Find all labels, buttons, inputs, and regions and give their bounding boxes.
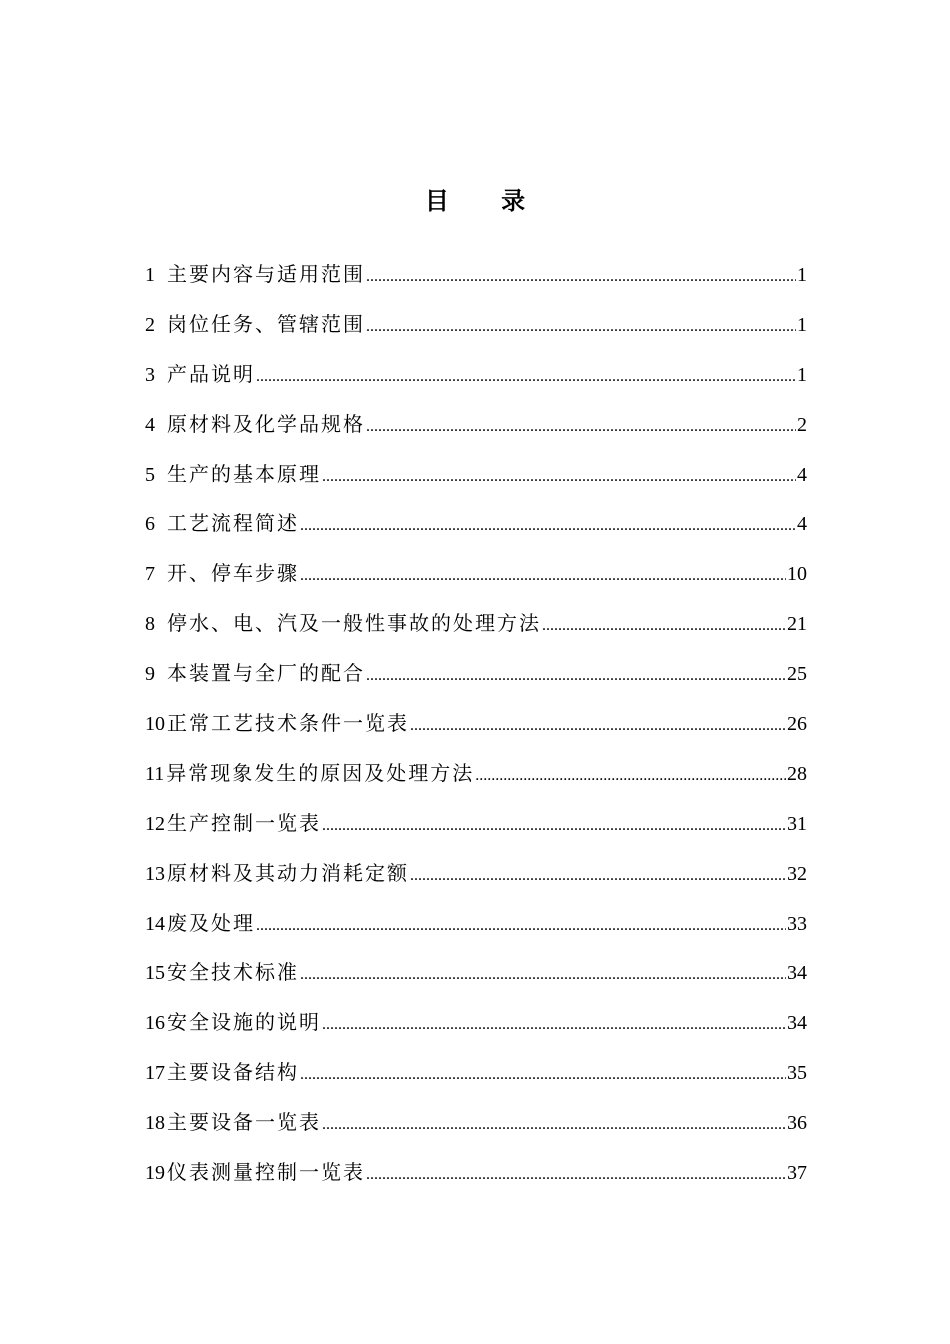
toc-entry-title: 废及处理 bbox=[167, 910, 255, 935]
toc-entry[interactable] bbox=[145, 853, 807, 903]
toc-entry-page-number: 2 bbox=[797, 413, 807, 436]
toc-entry-title: 工艺流程简述 bbox=[167, 511, 299, 536]
toc-entry-page-number: 1 bbox=[797, 363, 807, 386]
toc-entry-number: 3 bbox=[145, 363, 155, 386]
toc-entry-title: 停水、电、汽及一般性事故的处理方法 bbox=[167, 611, 541, 636]
toc-entry-number: 13 bbox=[145, 862, 165, 885]
toc-entry-page-number: 32 bbox=[787, 862, 807, 885]
toc-entry[interactable] bbox=[145, 1152, 807, 1202]
toc-entry[interactable] bbox=[145, 703, 807, 753]
toc-dot-leader bbox=[300, 955, 786, 995]
toc-entry-number: 14 bbox=[145, 912, 165, 935]
toc-entry[interactable] bbox=[145, 1052, 807, 1102]
toc-entry-number: 2 bbox=[145, 313, 155, 336]
toc-entry-number: 19 bbox=[145, 1162, 165, 1185]
toc-entry[interactable] bbox=[145, 1002, 807, 1052]
toc-entry-page-number: 21 bbox=[787, 613, 807, 636]
toc-entry[interactable] bbox=[145, 404, 807, 454]
toc-entry-title: 原材料及化学品规格 bbox=[167, 411, 365, 436]
toc-dot-leader bbox=[256, 906, 786, 946]
toc-entry-number: 12 bbox=[145, 812, 165, 835]
toc-entry-title: 本装置与全厂的配合 bbox=[167, 661, 365, 686]
toc-dot-leader bbox=[322, 457, 796, 497]
toc-entry-title: 主要内容与适用范围 bbox=[167, 262, 365, 286]
toc-entry-title: 仪表测量控制一览表 bbox=[167, 1160, 365, 1185]
toc-entry-number: 8 bbox=[145, 613, 155, 636]
toc-entry-page-number: 28 bbox=[787, 762, 807, 785]
toc-dot-leader bbox=[542, 606, 786, 646]
toc-entry[interactable] bbox=[145, 254, 807, 304]
toc-entry-page-number: 26 bbox=[787, 713, 807, 736]
toc-entry[interactable] bbox=[145, 653, 807, 703]
toc-entry-number: 9 bbox=[145, 663, 155, 686]
toc-entry[interactable] bbox=[145, 304, 807, 354]
toc-entry-number: 7 bbox=[145, 563, 155, 586]
toc-entry-title: 异常现象发生的原因及处理方法 bbox=[166, 760, 475, 785]
toc-entry-number: 16 bbox=[145, 1012, 165, 1035]
toc-entry[interactable] bbox=[145, 354, 807, 404]
toc-entry-page-number: 34 bbox=[787, 962, 807, 985]
toc-entry[interactable] bbox=[145, 503, 807, 553]
toc-entry[interactable] bbox=[145, 952, 807, 1002]
toc-entry-title: 生产控制一览表 bbox=[167, 810, 321, 835]
toc-dot-leader bbox=[256, 357, 796, 397]
toc-entry-page-number: 35 bbox=[787, 1062, 807, 1085]
toc-entry-title: 生产的基本原理 bbox=[167, 461, 321, 486]
toc-entry[interactable] bbox=[145, 903, 807, 953]
toc-dot-leader bbox=[475, 756, 786, 796]
toc-entry[interactable] bbox=[145, 603, 807, 653]
toc-dot-leader bbox=[322, 806, 786, 846]
toc-dot-leader bbox=[322, 1105, 786, 1145]
toc-dot-leader bbox=[300, 506, 796, 546]
toc-entry-title: 主要设备一览表 bbox=[167, 1110, 321, 1135]
toc-entry-title: 主要设备结构 bbox=[167, 1060, 299, 1085]
toc-entry-page-number: 31 bbox=[787, 812, 807, 835]
toc-entry-number: 5 bbox=[145, 463, 155, 486]
toc-entry[interactable] bbox=[145, 753, 807, 803]
toc-entry-title: 岗位任务、管辖范围 bbox=[167, 311, 365, 336]
toc-dot-leader bbox=[410, 856, 786, 896]
toc-entry-page-number: 1 bbox=[797, 264, 807, 286]
toc-entry-number: 17 bbox=[145, 1062, 165, 1085]
toc-dot-leader bbox=[410, 706, 786, 746]
toc-entry-title: 安全设施的说明 bbox=[167, 1010, 321, 1035]
toc-entry[interactable] bbox=[145, 454, 807, 504]
toc-dot-leader bbox=[322, 1005, 786, 1045]
toc-entry-title: 正常工艺技术条件一览表 bbox=[167, 711, 409, 736]
table-of-contents bbox=[145, 254, 807, 1202]
toc-entry-number: 1 bbox=[145, 264, 155, 286]
toc-entry-number: 11 bbox=[145, 762, 165, 785]
toc-entry-number: 4 bbox=[145, 413, 155, 436]
toc-entry[interactable] bbox=[145, 553, 807, 603]
toc-entry-page-number: 33 bbox=[787, 912, 807, 935]
toc-entry-number: 6 bbox=[145, 513, 155, 536]
page-title: 目 录 bbox=[424, 187, 548, 215]
toc-entry-page-number: 25 bbox=[787, 663, 807, 686]
toc-dot-leader bbox=[366, 407, 796, 447]
toc-entry-number: 15 bbox=[145, 962, 165, 985]
toc-entry[interactable] bbox=[145, 1102, 807, 1152]
toc-entry-page-number: 36 bbox=[787, 1112, 807, 1135]
toc-dot-leader bbox=[366, 307, 796, 347]
toc-entry-page-number: 1 bbox=[797, 313, 807, 336]
toc-dot-leader bbox=[366, 656, 786, 696]
toc-entry-title: 原材料及其动力消耗定额 bbox=[167, 860, 409, 885]
toc-entry-page-number: 4 bbox=[797, 463, 807, 486]
toc-entry-title: 开、停车步骤 bbox=[167, 561, 299, 586]
toc-dot-leader bbox=[366, 257, 796, 297]
toc-entry-number: 18 bbox=[145, 1112, 165, 1135]
toc-entry[interactable] bbox=[145, 803, 807, 853]
toc-entry-page-number: 4 bbox=[797, 513, 807, 536]
toc-entry-number: 10 bbox=[145, 713, 165, 736]
toc-entry-page-number: 34 bbox=[787, 1012, 807, 1035]
toc-dot-leader bbox=[300, 556, 786, 596]
toc-entry-page-number: 10 bbox=[787, 563, 807, 586]
toc-entry-page-number: 37 bbox=[787, 1162, 807, 1185]
toc-entry-title: 安全技术标准 bbox=[167, 960, 299, 985]
toc-entry-title: 产品说明 bbox=[167, 361, 255, 386]
toc-dot-leader bbox=[300, 1055, 786, 1095]
toc-dot-leader bbox=[366, 1155, 786, 1195]
